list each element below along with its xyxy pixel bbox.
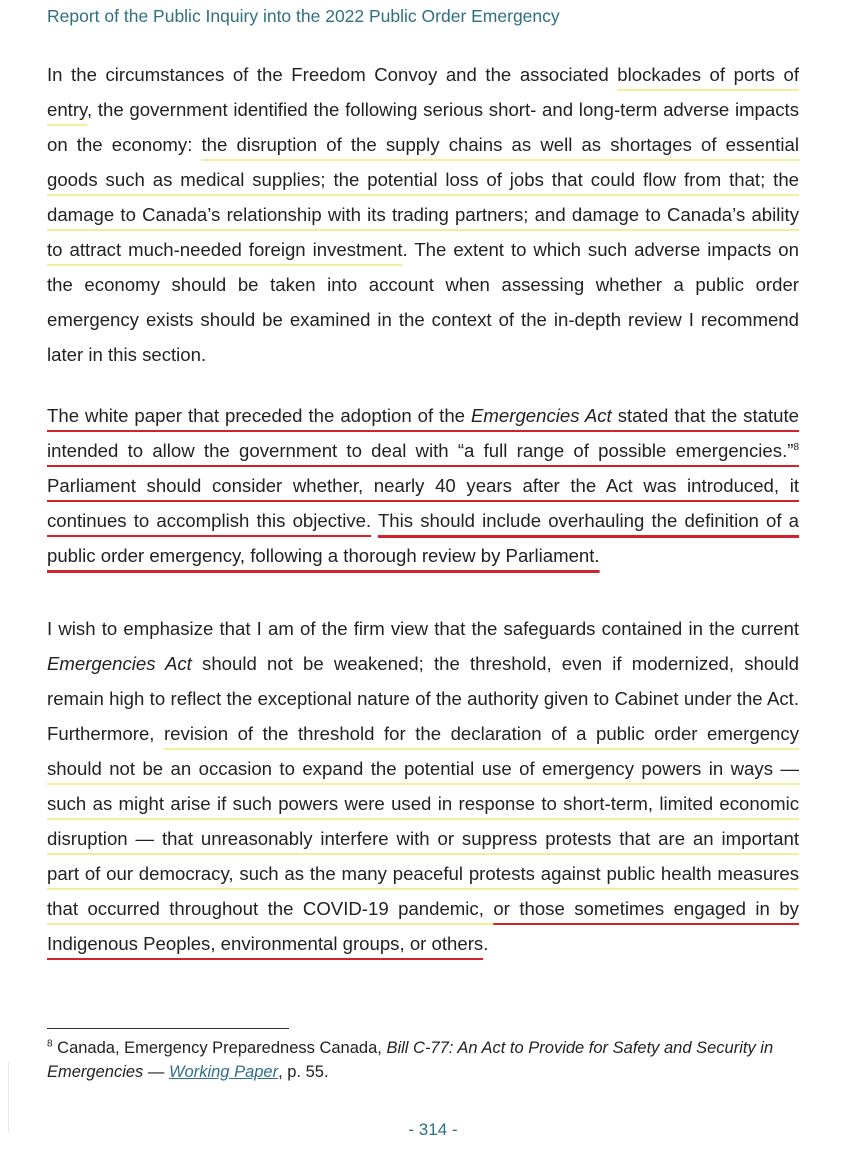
- highlight-yellow: the disruption of the supply chains as well as shortages of essential goods such as medical supplies; the potential loss of jobs that could flow from that; the damage to Canada’s relationship with its trading partners; and damage to Canada’s ability to attract much-needed foreign investment: [47, 134, 800, 260]
- text-segment: . The extent to which such adverse impacts on the economy should be taken into account when assessing whether a public order emergency exists should be examined in the context of the in-depth review I recommend later in this section.: [47, 239, 799, 365]
- footnote-reference[interactable]: 8: [793, 441, 799, 453]
- paragraph-economic-impacts: [47, 57, 799, 372]
- highlight-red: or those sometimes engaged in by Indigenous Peoples, environmental groups, or others: [47, 898, 799, 954]
- footnote-text: , p. 55.: [278, 1063, 329, 1081]
- text-segment: , the government identified the following serious short- and long-term adverse impacts on the economy:: [47, 99, 799, 155]
- text-segment: [371, 510, 378, 531]
- text-segment: stated that the statute intended to allow the government to deal with “a full range of possible emergencies.”: [47, 405, 799, 461]
- footnote-number: 8: [47, 1038, 53, 1050]
- highlight-yellow: blockades of ports of entry: [47, 64, 799, 120]
- footnote-divider: [47, 1028, 289, 1029]
- paragraph-safeguards: [47, 611, 799, 961]
- paragraph-white-paper: [47, 398, 799, 573]
- running-header: Report of the Public Inquiry into the 2022 Public Order Emergency: [47, 6, 560, 26]
- text-segment: I wish to emphasize that I am of the firm view that the safeguards contained in the current: [47, 618, 799, 639]
- highlight-red-strong: This should include overhauling the definition of a public order emergency, following a thorough review by Parliament.: [47, 510, 799, 566]
- text-segment: The white paper that preceded the adoption of the: [47, 405, 472, 426]
- footnote-text: Canada, Emergency Preparedness Canada,: [52, 1039, 387, 1057]
- highlight-yellow: revision of the threshold for the declaration of a public order emergency should not be an occasion to expand the potential use of emergency powers in ways — such as might arise if such powers were used in response to short-term, limited economic disruption — that unreasonably interfere with or suppress protests that are an important part of our democracy, such as the many peaceful protests against public health measures that occurred throughout the COVID-19 pandemic,: [47, 723, 799, 919]
- act-title: Emergencies Act: [471, 405, 612, 426]
- footnote-source-title: Bill C-77: An Act to Provide for Safety and Security in Emergencies —: [47, 1039, 774, 1081]
- text-segment: should not be weakened; the threshold, even if modernized, should remain high to reflect the exceptional nature of the authority given to Cabinet under the Act. Furthermore,: [47, 653, 799, 744]
- text-segment: In the circumstances of the Freedom Convoy and the associated: [47, 64, 618, 85]
- text-segment: Parliament should consider whether, nearly 40 years after the Act was introduced, it continues to accomplish this objective.: [47, 475, 799, 531]
- act-title: Emergencies Act: [47, 653, 192, 674]
- page-number: - 314 -: [408, 1120, 458, 1139]
- working-paper-link[interactable]: Working Paper: [168, 1063, 279, 1081]
- text-segment: .: [483, 933, 489, 954]
- footnote: [47, 1036, 799, 1084]
